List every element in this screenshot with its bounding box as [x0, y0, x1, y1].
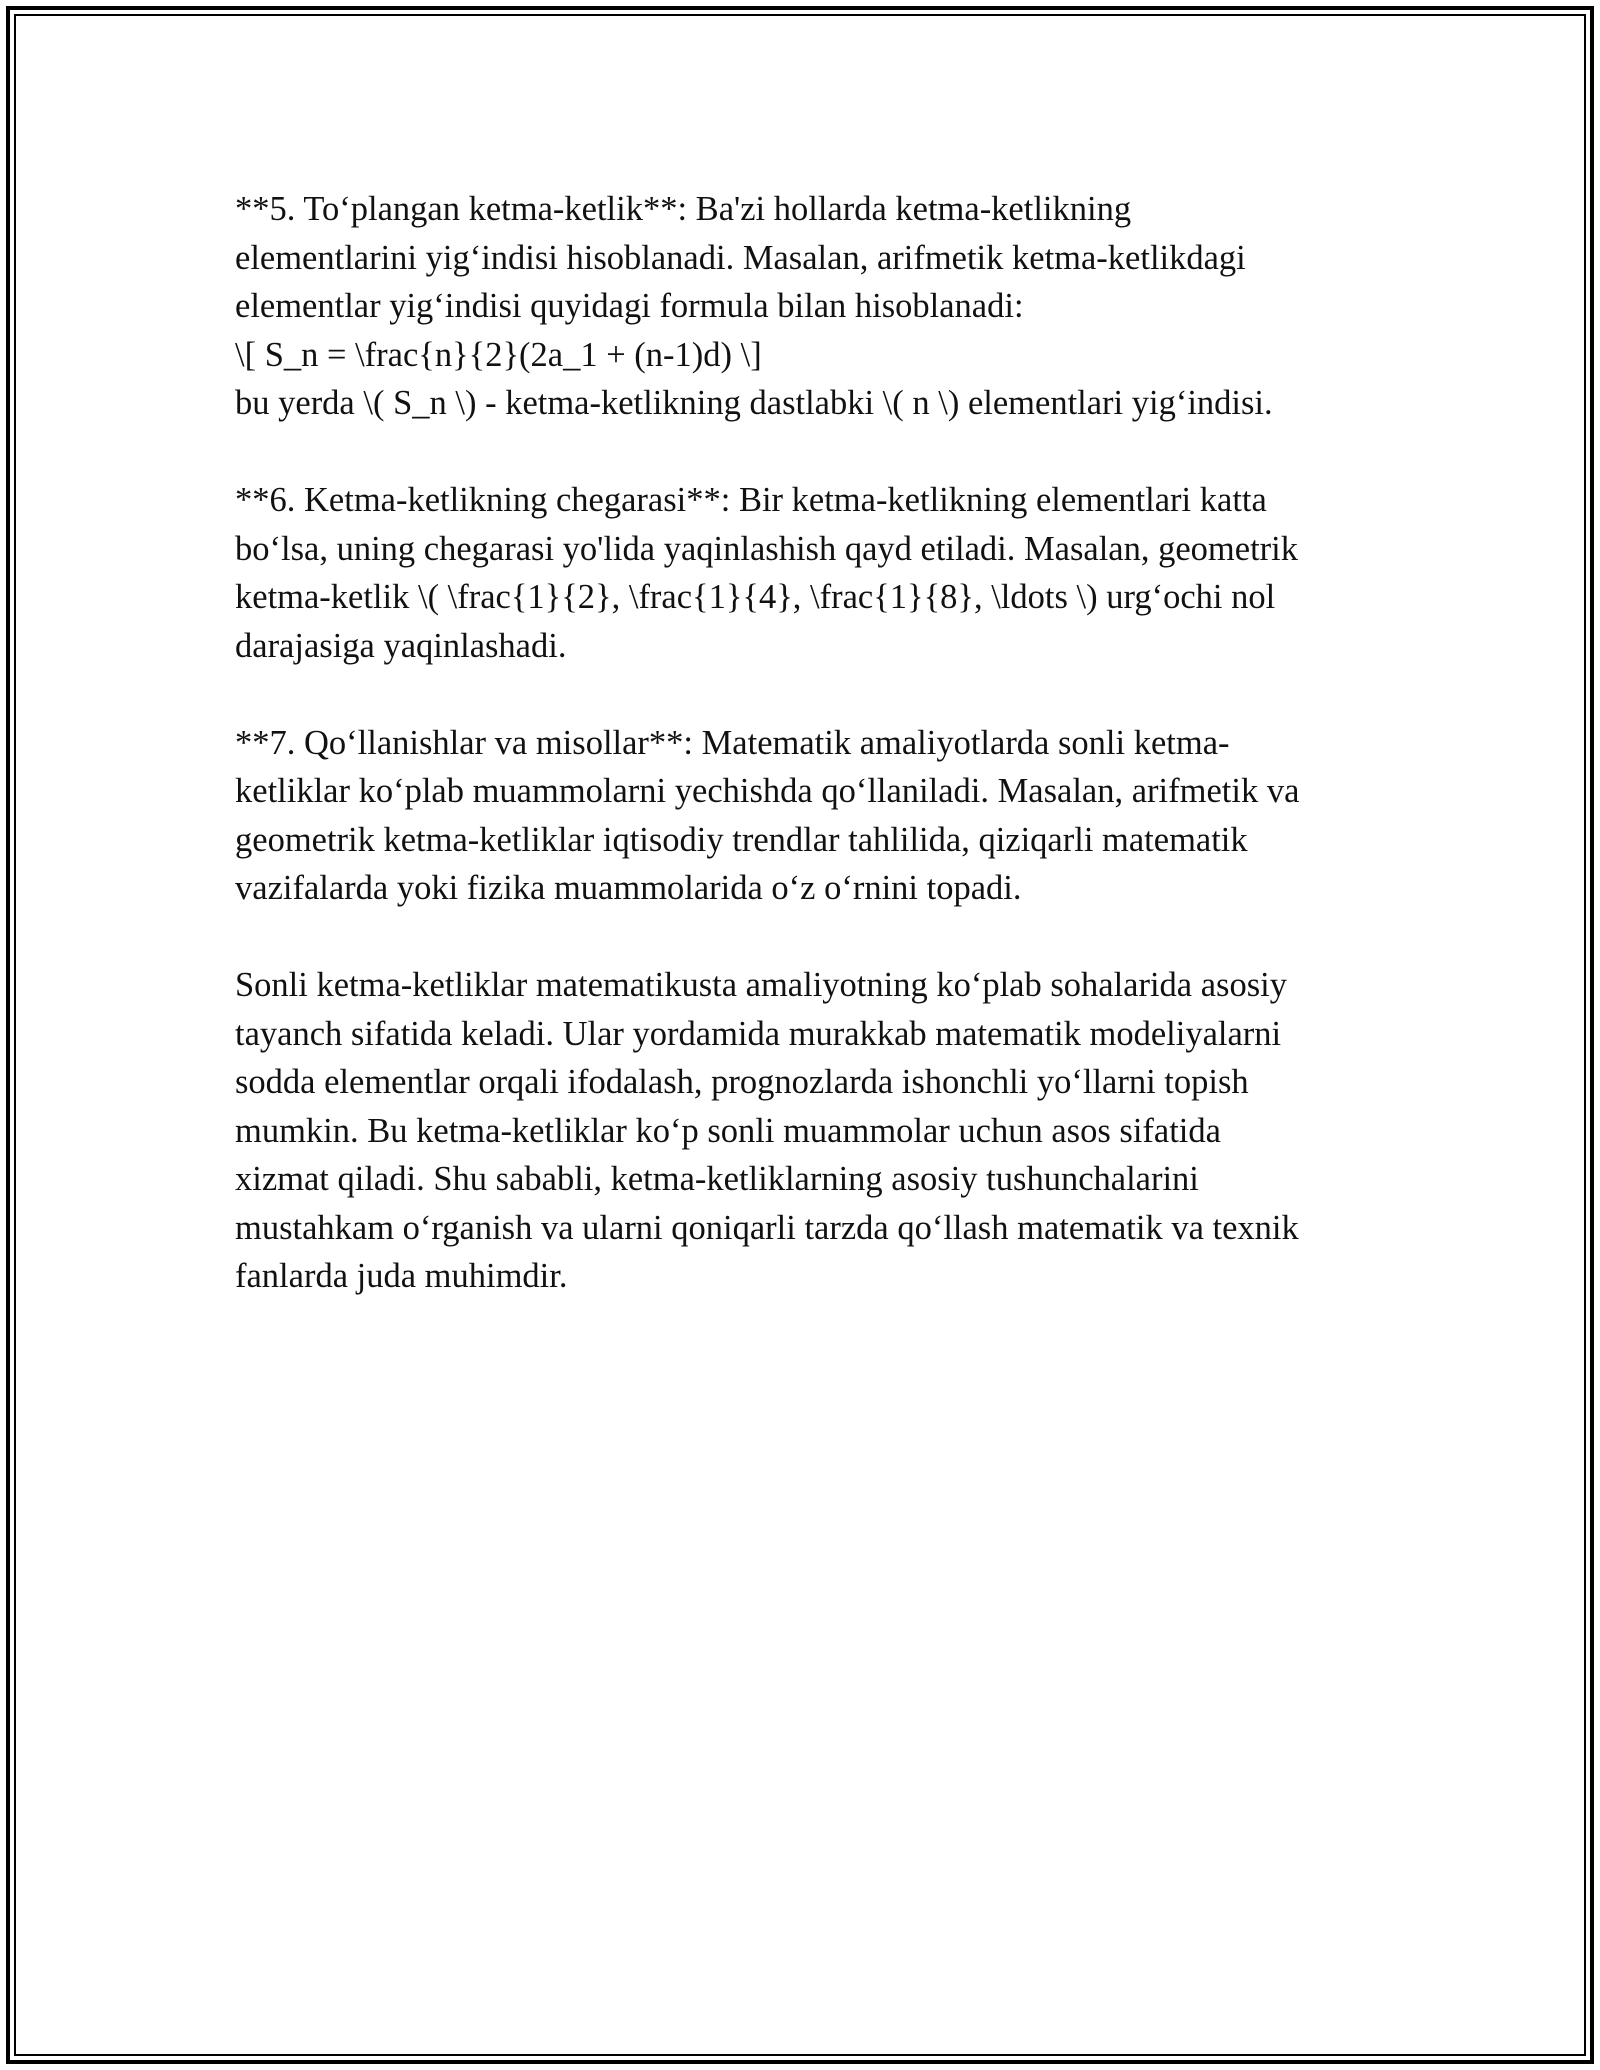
text-line: xizmat qiladi. Shu sababli, ketma-ketliklarning asosiy tushunchalarini: [235, 1160, 1199, 1198]
paragraph-section-5: [235, 185, 1375, 428]
text-line: fanlarda juda muhimdir.: [235, 1257, 568, 1295]
text-line: ketliklar ko‘plab muammolarni yechishda qo‘llaniladi. Masalan, arifmetik va: [235, 772, 1300, 810]
text-line: mustahkam o‘rganish va ularni qoniqarli tarzda qo‘llash matematik va texnik: [235, 1208, 1299, 1247]
text-line: **6. Ketma-ketlikning chegarasi**: Bir ketma-ketlikning elementlari katta: [235, 481, 1267, 519]
paragraph-section-6: [235, 476, 1375, 670]
text-line: mumkin. Bu ketma-ketliklar ko‘p sonli muammolar uchun asos sifatida: [235, 1111, 1221, 1150]
text-line: tayanch sifatida keladi. Ular yordamida murakkab matematik modeliyalarni: [235, 1014, 1282, 1053]
text-line: Sonli ketma-ketliklar matematikusta amaliyotning ko‘plab sohalarida asosiy: [235, 966, 1287, 1004]
text-line: **7. Qo‘llanishlar va misollar**: Matematik amaliyotlarda sonli ketma-: [235, 723, 1230, 762]
formula-line: \[ S_n = \frac{n}{2}(2a_1 + (n-1)d) \]: [235, 335, 762, 374]
text-line: bu yerda \( S_n \) - ketma-ketlikning dastlabki \( n \) elementlari yig‘indisi.: [235, 384, 1273, 422]
paragraph-section-7: [235, 719, 1375, 913]
document-body: [235, 185, 1375, 1349]
text-line: darajasiga yaqinlashadi.: [235, 626, 567, 665]
text-line: ketma-ketlik \( \frac{1}{2}, \frac{1}{4}, \frac{1}{8}, \ldots \) urg‘ochi nol: [235, 578, 1276, 616]
text-line: geometrik ketma-ketliklar iqtisodiy trendlar tahlilida, qiziqarli matematik: [235, 820, 1248, 859]
text-line: vazifalarda yoki fizika muammolarida o‘z o‘rnini topadi.: [235, 869, 1022, 907]
text-line: elementlar yig‘indisi quyidagi formula bilan hisoblanadi:: [235, 287, 1024, 325]
text-line: elementlarini yig‘indisi hisoblanadi. Masalan, arifmetik ketma-ketlikdagi: [235, 238, 1246, 277]
text-line: sodda elementlar orqali ifodalash, prognozlarda ishonchli yo‘llarni topish: [235, 1063, 1249, 1101]
text-line: **5. To‘plangan ketma-ketlik**: Ba'zi hollarda ketma-ketlikning: [235, 190, 1132, 228]
paragraph-conclusion: [235, 961, 1375, 1301]
text-line: bo‘lsa, uning chegarasi yo'lida yaqinlashish qayd etiladi. Masalan, geometrik: [235, 529, 1298, 568]
